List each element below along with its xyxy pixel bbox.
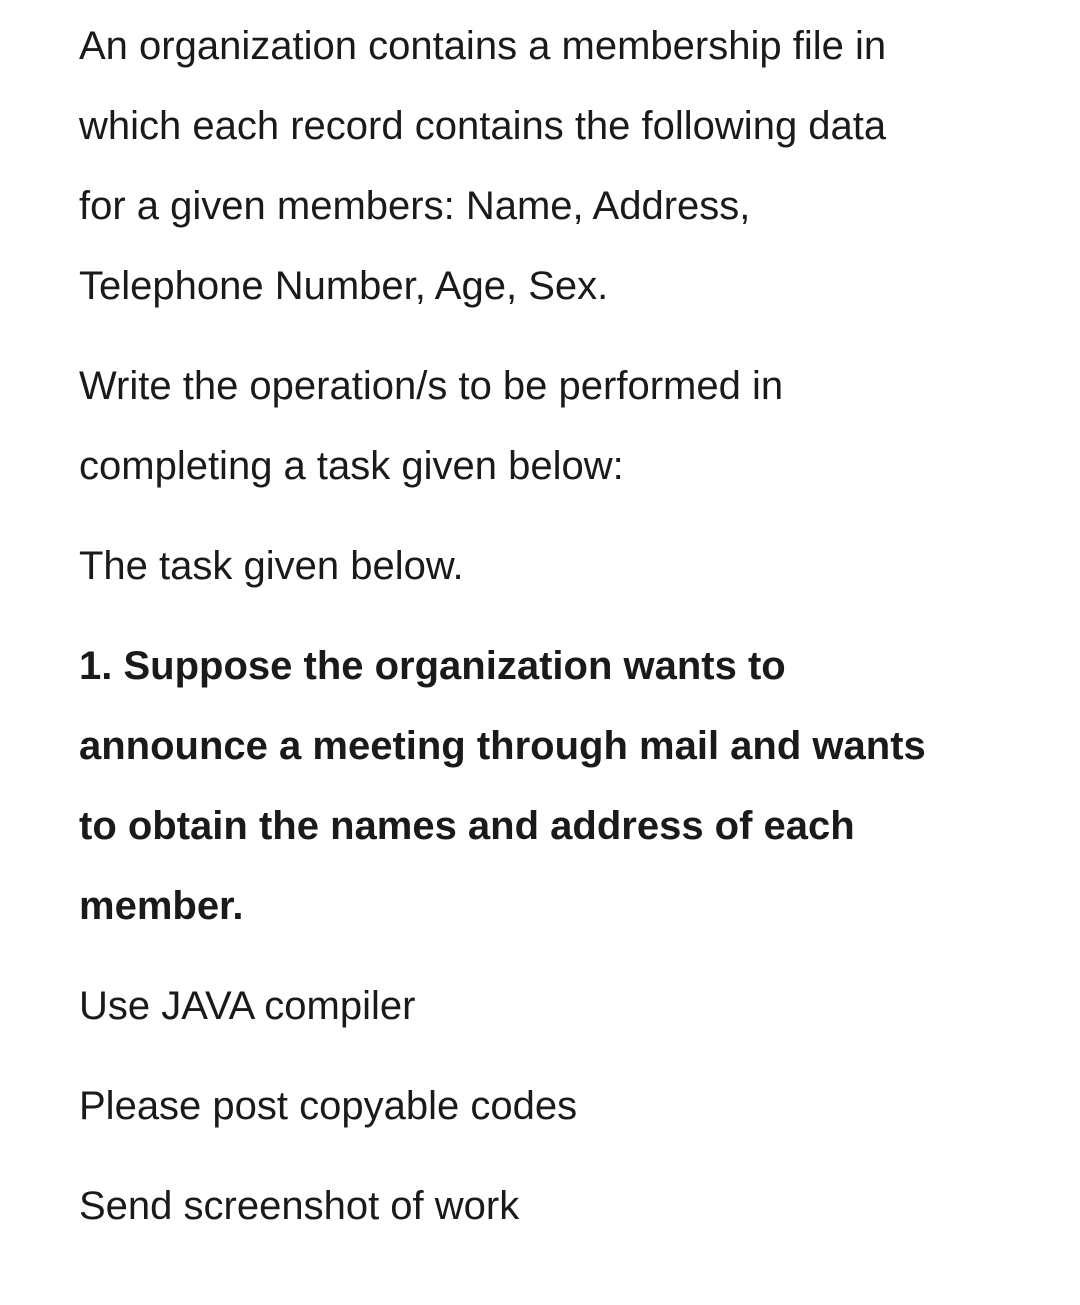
compiler-note [79,966,1019,1046]
text-line: Use JAVA compiler [79,984,416,1028]
task-item-1 [79,626,1019,946]
intro-paragraph [79,6,1019,326]
text-line: The task given below. [79,544,464,588]
text-line: member. [79,884,244,928]
text-line: Please post copyable codes [79,1084,578,1128]
text-line: announce a meeting through mail and wants [79,724,926,768]
text-line: An organization contains a membership file in [79,24,887,68]
text-line: 1. Suppose the organization wants to [79,644,786,688]
text-line: to obtain the names and address of each [79,804,855,848]
text-line: Telephone Number, Age, Sex. [79,264,609,308]
task-intro-paragraph [79,526,1019,606]
text-line: which each record contains the following data [79,104,887,148]
screenshot-note [79,1166,1019,1246]
text-line: for a given members: Name, Address, [79,184,751,228]
document-content [79,0,1019,1246]
text-line: Send screenshot of work [79,1184,520,1228]
text-line: Write the operation/s to be performed in [79,364,784,408]
instruction-paragraph [79,346,1019,506]
text-line: completing a task given below: [79,444,624,488]
copyable-codes-note [79,1066,1019,1146]
